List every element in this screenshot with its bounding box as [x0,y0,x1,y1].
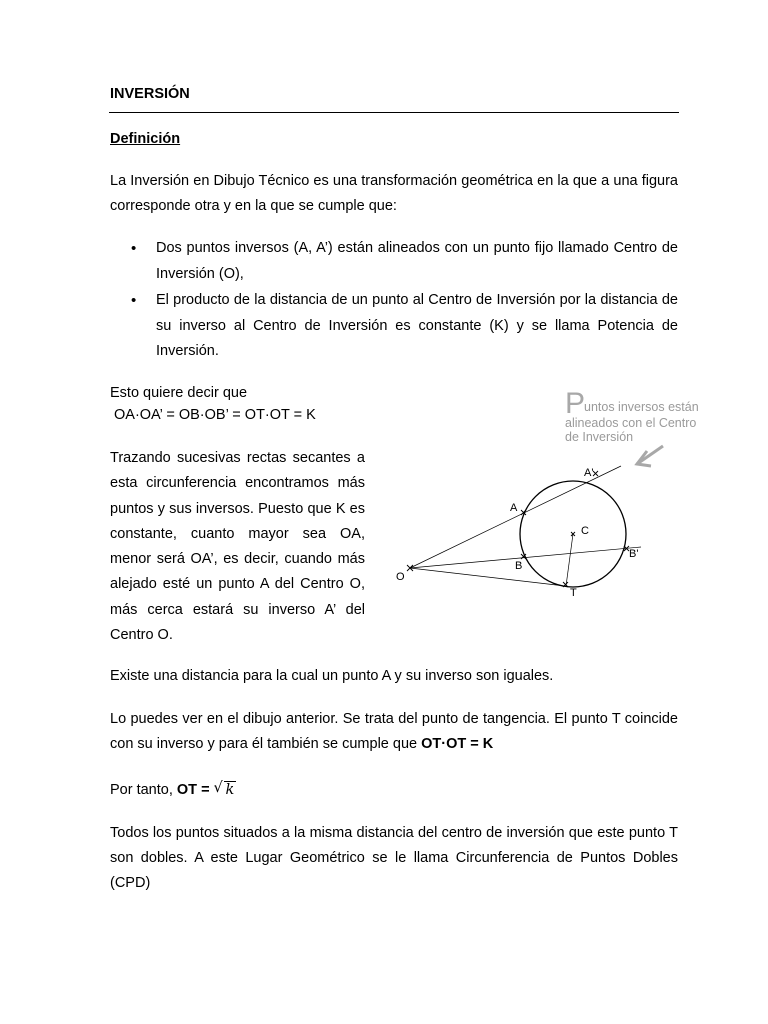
inversion-figure [385,380,725,605]
intro-paragraph: La Inversión en Dibujo Técnico es una transformación geométrica en la que a una figura corresponde otra y en la que se cumple que: [110,173,678,214]
sqrt-variable: k [225,782,235,798]
label-a: A [510,502,518,514]
note-line-2: alineados con el Centro [565,416,697,430]
therefore-formula: OT = [176,782,210,798]
equation-text: OA·OA’ = OB·OB’ = OT·OT = K [114,407,316,423]
tangent-text: Lo puedes ver en el dibujo anterior. Se trata del punto de tangencia. El punto T coincide con su inverso y para él también se cumple que [110,711,678,752]
definition-item-power: • El producto de la distancia de un punto al Centro de Inversión por la distancia de su inverso al Centro de Inversión es constante (K) y se llama Potencia de Inversión. [110,288,678,365]
tracing-paragraph: Trazando sucesivas rectas secantes a esta circunferencia encontramos más puntos y sus inversos. Puesto que K es constante, cuanto mayor sea OA, menor será OA’, es decir, cuando más alejado esté un punto A del Centro O, más cerca estará su inverso A’ del Centro O. [110,450,365,644]
label-a-prime: A' [584,467,594,479]
note-arrow-icon [637,446,663,466]
label-b-prime: B' [629,548,639,560]
therefore-paragraph [110,778,678,803]
tangent-paragraph [110,707,678,757]
therefore-text: Por tanto, [110,782,177,798]
secant-line-b [410,547,641,568]
title-underline [109,112,679,113]
definition-item-aligned: • Dos puntos inversos (A, A’) están alineados con un punto fijo llamado Centro de Inversión (O), [110,236,678,287]
note-line-1: untos inversos están [584,400,699,414]
means-text: Esto quiere decir que [110,385,248,401]
section-heading: Definición [110,131,181,147]
note-initial: P [565,387,586,420]
note-line-3: de Inversión [565,430,634,444]
secant-line-a [410,466,621,568]
equal-distance-paragraph: Existe una distancia para la cual un punto A y su inverso son iguales. [110,668,554,684]
label-c: C [581,525,589,537]
label-o: O [396,571,405,583]
conclusion-paragraph: Todos los puntos situados a la misma distancia del centro de inversión que este punto T son dobles. A este Lugar Geométrico se le llama Circunferencia de Puntos Dobles (CPD) [110,825,678,891]
radius-ct [566,534,573,586]
page-title: INVERSIÓN [110,86,190,102]
label-b: B [515,560,523,572]
sqrt-icon: √ k [213,780,235,798]
label-t: T [570,587,577,599]
tangent-formula: OT·OT = K [421,736,494,752]
definition-list [110,236,678,366]
